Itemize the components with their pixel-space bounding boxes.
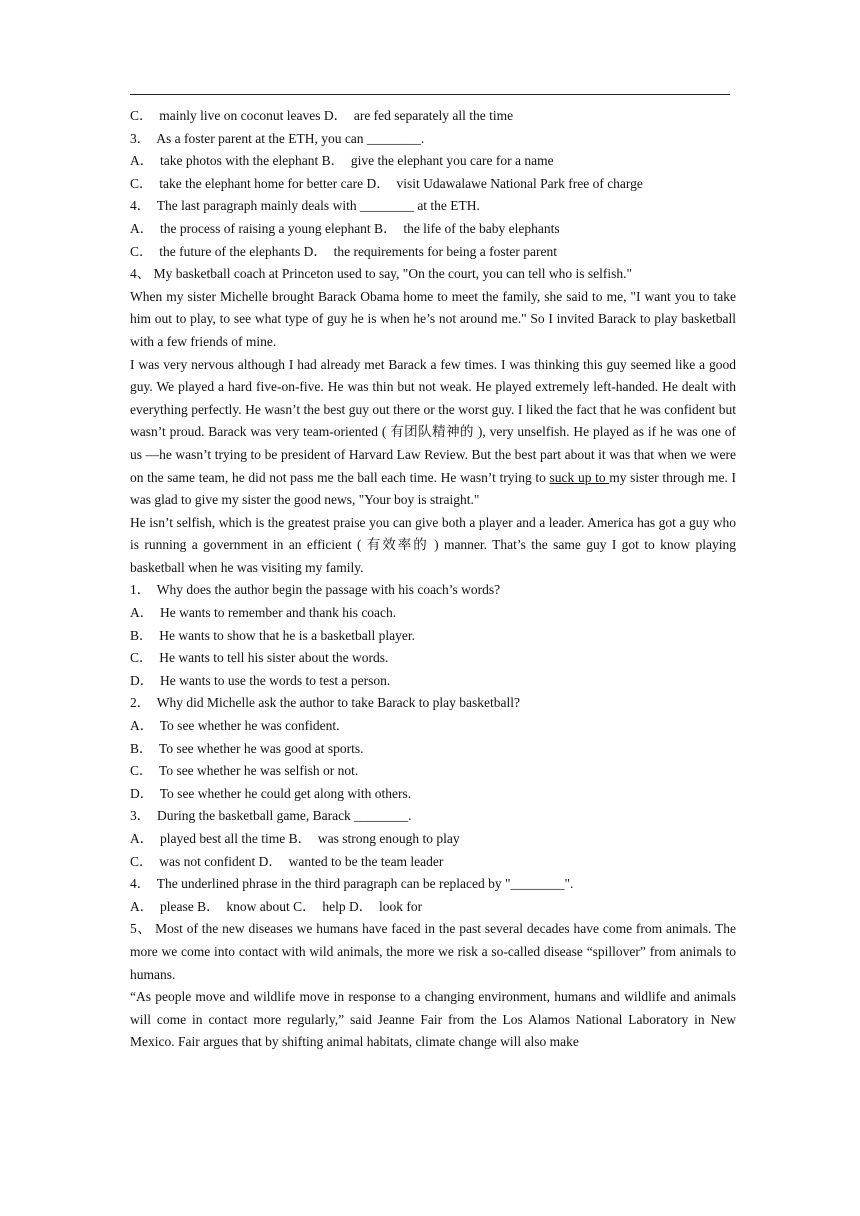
paragraph: “As people move and wildlife move in response to a changing environment, humans and wildlife and animals will come in contact more regularly,” said Jeanne Fair from the Los Alamos National Laboratory in New Mexico. Fair argues that by shifting animal habitats, climate change will also make bbox=[130, 989, 736, 1050]
underlined-phrase: suck up to bbox=[549, 469, 610, 485]
passage-4-heading: 4、 My basketball coach at Princeton used to say, "On the court, you can tell who is selfish." bbox=[130, 266, 633, 282]
question-line: 1． Why does the author begin the passage with his coach’s words? bbox=[130, 582, 501, 598]
option-line: C． take the elephant home for better care D． visit Udawalawe National Park free of charge bbox=[130, 175, 643, 191]
option-line: C． To see whether he was selfish or not. bbox=[130, 763, 359, 779]
option-line: A． played best all the time B． was strong enough to play bbox=[130, 831, 460, 846]
paragraph: He isn’t selfish, which is the greatest praise you can give both a player and a leader. America has got a guy who is running a government in an efficient ( 有效率的 ) manner. That’s the same guy I got to know playing basketball when he was visiting my family. bbox=[130, 514, 736, 575]
question-line: 4． The underlined phrase in the third paragraph can be replaced by "________". bbox=[130, 876, 574, 892]
option-line: D． To see whether he could get along with others. bbox=[130, 785, 412, 801]
option-line: A． He wants to remember and thank his coach. bbox=[130, 605, 397, 621]
paragraph bbox=[130, 354, 736, 512]
option-line: B． He wants to show that he is a basketball player. bbox=[130, 627, 415, 643]
option-line: A． the process of raising a young elephant B． the life of the baby elephants bbox=[130, 220, 560, 236]
question-line: 3． As a foster parent at the ETH, you can ________. bbox=[130, 130, 425, 146]
option-line: C． the future of the elephants D． the requirements for being a foster parent bbox=[130, 243, 557, 259]
option-line: A． please B． know about C． help D． look for bbox=[130, 898, 423, 914]
option-line: C． mainly live on coconut leaves D． are fed separately all the time bbox=[130, 108, 514, 123]
option-line: A． To see whether he was confident. bbox=[130, 718, 340, 734]
question-line: 2． Why did Michelle ask the author to take Barack to play basketball? bbox=[130, 695, 521, 711]
option-line: D． He wants to use the words to test a person. bbox=[130, 672, 391, 688]
header-rule bbox=[130, 94, 730, 95]
paragraph-text: my sister through me. I was glad to give my sister the good news, "Your boy is straight." bbox=[130, 469, 736, 508]
option-line: B． To see whether he was good at sports. bbox=[130, 740, 364, 756]
question-line: 4． The last paragraph mainly deals with ________ at the ETH. bbox=[130, 198, 480, 214]
option-line: C． was not confident D． wanted to be the team leader bbox=[130, 853, 444, 869]
option-line: C． He wants to tell his sister about the words. bbox=[130, 650, 389, 666]
paragraph: 5、 Most of the new diseases we humans have faced in the past several decades have come from animals. The more we come into contact with wild animals, the more we risk a so-called disease “spillover” from animals to humans. bbox=[130, 921, 736, 982]
option-line: A． take photos with the elephant B． give the elephant you care for a name bbox=[130, 153, 554, 169]
paragraph: When my sister Michelle brought Barack Obama home to meet the family, she said to me, "I want you to take him out to play, to see what type of guy he is when he’s not around me." So I invited Barack to play basketball with a few friends of mine. bbox=[130, 288, 736, 349]
paragraph-text: I was very nervous although I had already met Barack a few times. I was thinking this guy seemed like a good guy. We played a hard five-on-five. He was thin but not weak. He played extremely left-handed. He dealt with everything perfectly. He wasn’t the best guy out there or the worst guy. I liked the fact that he was confident but wasn’t proud. Barack was very team-oriented ( 有团队精神的 ), very unselfish. He played as if he was one of us —he wasn’t trying to be president of Harvard Law Review. But the best part about it was that when we were on the same team, he did not pass me the ball each time. He wasn’t trying to bbox=[130, 356, 736, 485]
question-line: 3． During the basketball game, Barack ________. bbox=[130, 808, 412, 824]
document-body bbox=[130, 105, 736, 1054]
